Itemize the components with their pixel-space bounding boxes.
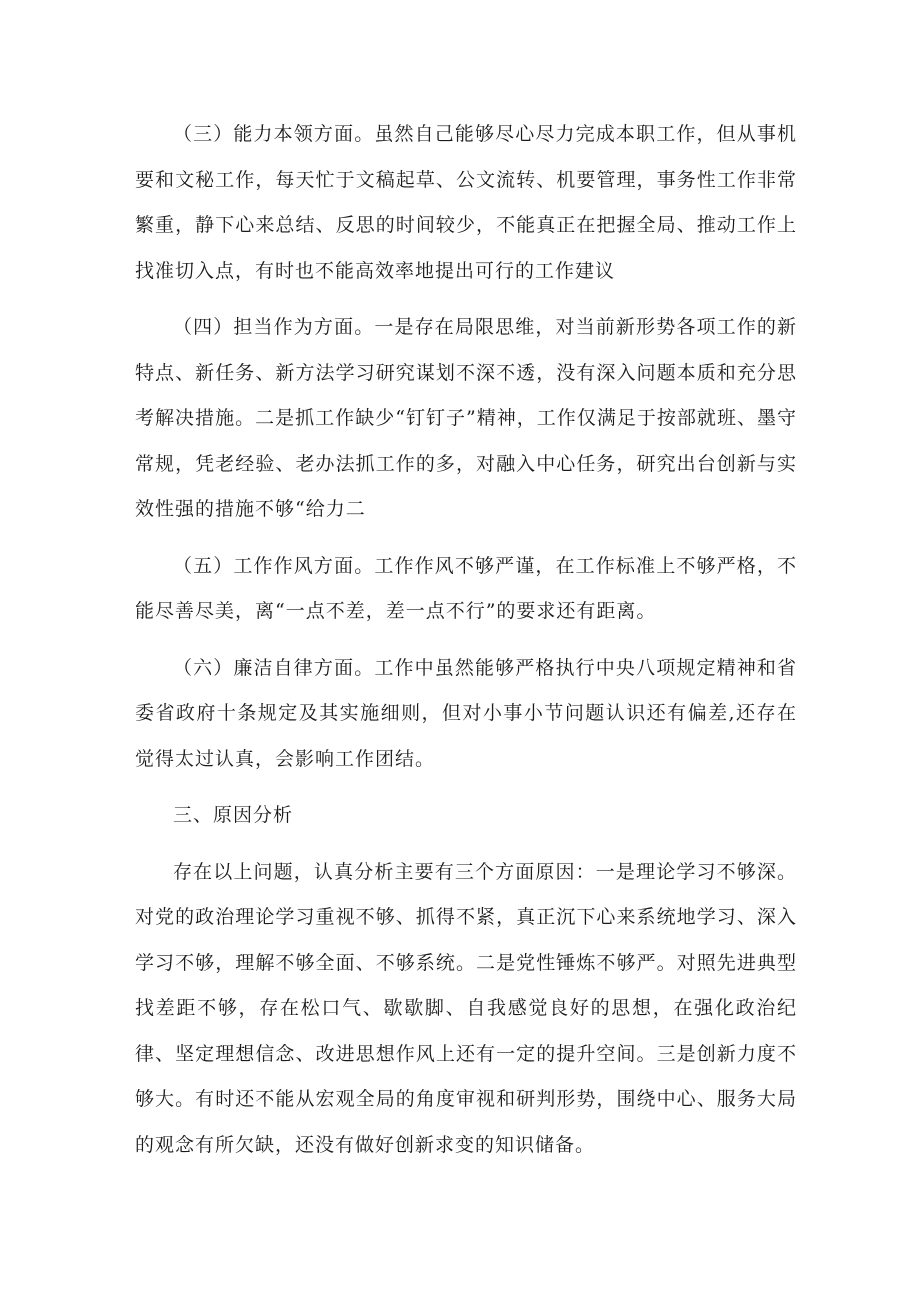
- document-page: [135, 112, 797, 1168]
- paragraph-cause-analysis: 存在以上问题，认真分析主要有三个方面原因：一是理论学习不够深。对党的政治理论学习重视不够、抓得不紧，真正沉下心来系统地学习、深入学习不够，理解不够全面、不够系统。二是党性锤炼不够严。对照先进典型找差距不够，存在松口气、歇歇脚、自我感觉良好的思想，在强化政治纪律、坚定理想信念、改进思想作风上还有一定的提升空间。三是创新力度不够大。有时还不能从宏观全局的角度审视和研判形势，围绕中心、服务大局的观念有所欠缺，还没有做好创新求变的知识储备。: [135, 860, 797, 1156]
- paragraph-responsibility: （四）担当作为方面。一是存在局限思维，对当前新形势各项工作的新特点、新任务、新方法学习研究谋划不深不透，没有深入问题本质和充分思考解决措施。二是抓工作缺少“钉钉子”精神，工作仅满足于按部就班、墨守常规，凭老经验、老办法抓工作的多，对融入中心任务，研究出台创新与实效性强的措施不够“给力二: [135, 316, 797, 520]
- paragraph-work-style: （五）工作作风方面。工作作风不够严谨，在工作标准上不够严格，不能尽善尽美，离“一点不差，差一点不行”的要求还有距离。: [135, 554, 797, 622]
- paragraph-ability: （三）能力本领方面。虽然自己能够尽心尽力完成本职工作，但从事机要和文秘工作，每天忙于文稿起草、公文流转、机要管理，事务性工作非常繁重，静下心来总结、反思的时间较少，不能真正在把握全局、推动工作上找准切入点，有时也不能高效率地提出可行的工作建议: [135, 123, 797, 282]
- section-heading-cause-analysis: 三、原因分析: [173, 804, 294, 826]
- paragraph-integrity: （六）廉洁自律方面。工作中虽然能够严格执行中央八项规定精神和省委省政府十条规定及其实施细则，但对小事小节问题认识还有偏差,还存在觉得太过认真，会影响工作团结。: [135, 656, 797, 770]
